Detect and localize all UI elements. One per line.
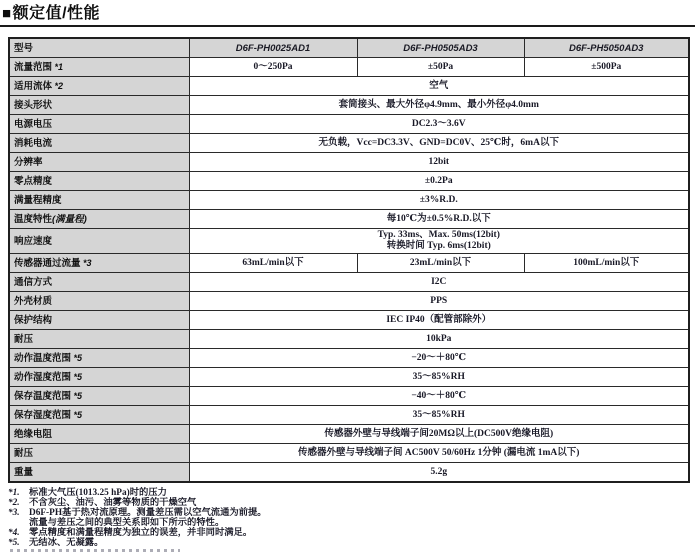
value-cell-span: −20～＋80℃ <box>189 349 689 368</box>
model-name-cell: D6F-PH0505AD3 <box>357 38 524 58</box>
value-cell-span: 10kPa <box>189 330 689 349</box>
table-row <box>9 368 689 387</box>
footnote-text: D6F-PH基于热对流原理。测量差压需以空气流通为前提。 <box>29 508 267 518</box>
row-label-cell: 动作温度范围 *5 <box>9 349 189 368</box>
table-row <box>9 172 689 191</box>
spec-table <box>8 37 690 483</box>
footnote-text: 流量与差压之间的典型关系即如下所示的特性。 <box>29 518 225 528</box>
footnotes <box>8 488 695 548</box>
table-row <box>9 77 689 96</box>
value-cell-span: 无负载，Vcc=DC3.3V、GND=DC0V、25℃时，6mA以下 <box>189 134 689 153</box>
table-row <box>9 444 689 463</box>
footnote-text: 不含灰尘、油污、油雾等物质的干燥空气 <box>29 498 197 508</box>
table-row <box>9 311 689 330</box>
row-label-cell: 保存温度范围 *5 <box>9 387 189 406</box>
table-row <box>9 115 689 134</box>
table-row <box>9 210 689 229</box>
footnote-marker: *5 <box>71 371 83 382</box>
row-label-cell: 电源电压 <box>9 115 189 134</box>
row-label-cell: 耐压 <box>9 444 189 463</box>
row-label-cell: 重量 <box>9 463 189 483</box>
table-row <box>9 425 689 444</box>
row-label-cell: 外壳材质 <box>9 292 189 311</box>
header-label-cell: 型号 <box>9 38 189 58</box>
footnote-marker: *1 <box>52 61 64 72</box>
value-cell-span: 套筒接头、最大外径φ4.9mm、最小外径φ4.0mm <box>189 96 689 115</box>
footnote-line <box>8 518 695 528</box>
table-row <box>9 153 689 172</box>
value-cell-span: 每10℃为±0.5%R.D.以下 <box>189 210 689 229</box>
table-row <box>9 463 689 483</box>
footnote-text: 无结冰、无凝露。 <box>29 538 104 548</box>
row-label-cell: 满量程精度 <box>9 191 189 210</box>
value-cell-span: 空气 <box>189 77 689 96</box>
footnote-marker: *1. <box>8 488 20 498</box>
value-cell-span: 35～85%RH <box>189 406 689 425</box>
table-row <box>9 387 689 406</box>
row-label-cell: 适用流体 *2 <box>9 77 189 96</box>
row-label-cell: 保护结构 <box>9 311 189 330</box>
value-cell: 23mL/min以下 <box>357 254 524 273</box>
value-cell-span: ±0.2Pa <box>189 172 689 191</box>
row-label-cell: 传感器通过流量 *3 <box>9 254 189 273</box>
value-cell: 0～250Pa <box>189 58 357 77</box>
table-row <box>9 292 689 311</box>
footnote-marker: *5. <box>8 538 20 548</box>
footnote-line <box>8 528 695 538</box>
table-row <box>9 58 689 77</box>
row-label-cell: 绝缘电阻 <box>9 425 189 444</box>
row-label-cell: 耐压 <box>9 330 189 349</box>
value-cell-span: 传感器外壁与导线端子间20MΩ以上(DC500V绝缘电阻) <box>189 425 689 444</box>
row-label-cell: 动作湿度范围 *5 <box>9 368 189 387</box>
footnote-marker: *5 <box>71 409 83 420</box>
footnote-marker: *3 <box>80 257 92 268</box>
label-suffix: (满量程) <box>52 213 87 225</box>
row-label-cell: 接头形状 <box>9 96 189 115</box>
table-row <box>9 330 689 349</box>
table-row <box>9 229 689 254</box>
footnote-marker: *3. <box>8 508 20 518</box>
footnote-line <box>8 488 695 498</box>
footnote-marker: *2. <box>8 498 20 508</box>
page-title <box>0 0 695 23</box>
row-label-cell: 零点精度 <box>9 172 189 191</box>
model-name-cell: D6F-PH5050AD3 <box>524 38 689 58</box>
value-cell: ±50Pa <box>357 58 524 77</box>
table-row <box>9 273 689 292</box>
value-cell: 63mL/min以下 <box>189 254 357 273</box>
value-cell-span: Typ. 33ms、Max. 50ms(12bit) 转换时间 Typ. 6ms(12bit) <box>189 229 689 254</box>
row-label-cell: 通信方式 <box>9 273 189 292</box>
row-label-cell: 分辨率 <box>9 153 189 172</box>
row-label-cell: 温度特性(满量程) <box>9 210 189 229</box>
row-label-cell: 消耗电流 <box>9 134 189 153</box>
footnote-marker: *5 <box>71 390 83 401</box>
value-cell-span: 12bit <box>189 153 689 172</box>
footnote-marker: *5 <box>71 352 83 363</box>
table-row <box>9 134 689 153</box>
table-row <box>9 349 689 368</box>
value-cell-span: DC2.3～3.6V <box>189 115 689 134</box>
table-header-row <box>9 38 689 58</box>
table-row <box>9 406 689 425</box>
row-label-cell: 保存湿度范围 *5 <box>9 406 189 425</box>
value-cell: ±500Pa <box>524 58 689 77</box>
footnote-marker: *4. <box>8 528 20 538</box>
value-cell-span: 传感器外壁与导线端子间 AC500V 50/60Hz 1分钟 (漏电流 1mA以下) <box>189 444 689 463</box>
table-row <box>9 254 689 273</box>
value-cell-span: PPS <box>189 292 689 311</box>
table-row <box>9 191 689 210</box>
footnote-line <box>8 498 695 508</box>
value-cell-span: −40～＋80℃ <box>189 387 689 406</box>
value-cell-span: IEC IP40（配管部除外） <box>189 311 689 330</box>
footnote-marker: *2 <box>52 80 64 91</box>
value-cell-span: I2C <box>189 273 689 292</box>
row-label-cell: 响应速度 <box>9 229 189 254</box>
value-cell-span: 5.2g <box>189 463 689 483</box>
footnote-line <box>8 538 695 548</box>
table-row <box>9 96 689 115</box>
page-title-text: 额定值/性能 <box>12 5 101 22</box>
value-cell-span: 35～85%RH <box>189 368 689 387</box>
section-square-icon: ■ <box>2 5 12 22</box>
row-label-cell: 流量范围 *1 <box>9 58 189 77</box>
value-cell-span: ±3%R.D. <box>189 191 689 210</box>
model-name-cell: D6F-PH0025AD1 <box>189 38 357 58</box>
footnote-text: 标准大气压(1013.25 hPa)时的压力 <box>29 488 167 498</box>
title-underline <box>0 25 695 27</box>
value-cell: 100mL/min以下 <box>524 254 689 273</box>
footnote-text: 零点精度和满量程精度为独立的误差，并非同时满足。 <box>29 528 253 538</box>
